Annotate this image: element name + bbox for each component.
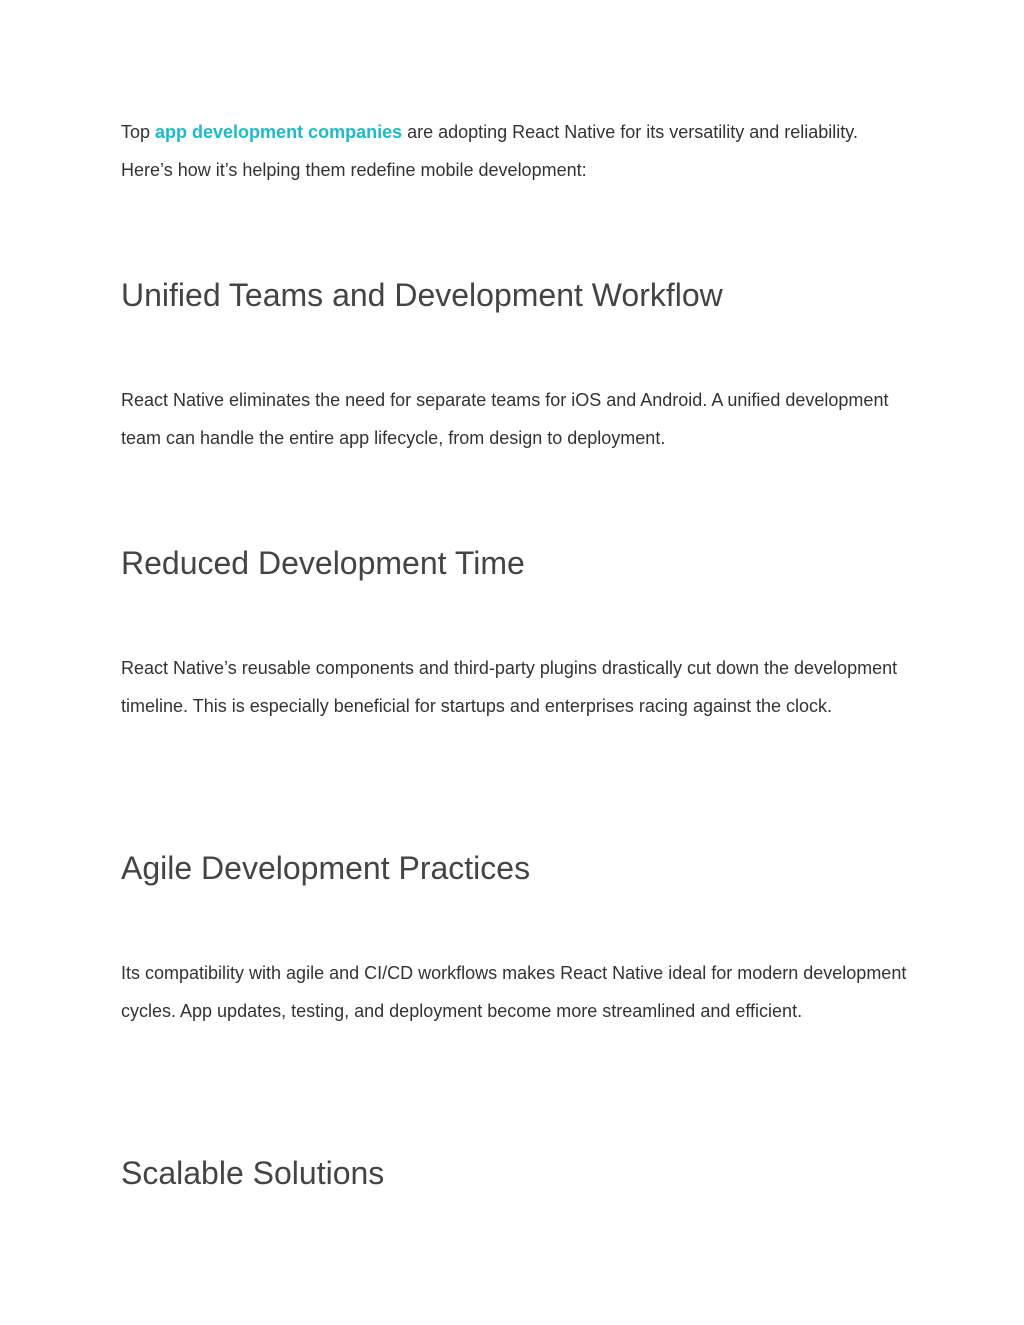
section-body-unified-teams: React Native eliminates the need for separate teams for iOS and Android. A unified development team can handle the entire app lifecycle, from design to deployment. [121,390,889,448]
section-heading-agile-practices: Agile Development Practices [121,850,531,886]
section-heading-reduced-time: Reduced Development Time [121,545,525,581]
section-heading-unified-teams: Unified Teams and Development Workflow [121,277,723,313]
section-body-reduced-time: React Native’s reusable components and third-party plugins drastically cut down the development timeline. This is especially beneficial for startups and enterprises racing against the clock. [121,658,898,716]
section-heading-scalable-solutions: Scalable Solutions [121,1155,385,1191]
intro-prefix: Top [121,122,156,142]
intro-suffix: are adopting React Native for its versatility and reliability. Here’s how it’s helping them redefine mobile development: [121,122,858,180]
app-development-companies-link[interactable]: app development companies [155,122,403,142]
intro-paragraph [121,113,911,189]
section-body-agile-practices: Its compatibility with agile and CI/CD workflows makes React Native ideal for modern development cycles. App updates, testing, and deployment become more streamlined and efficient. [121,963,907,1021]
